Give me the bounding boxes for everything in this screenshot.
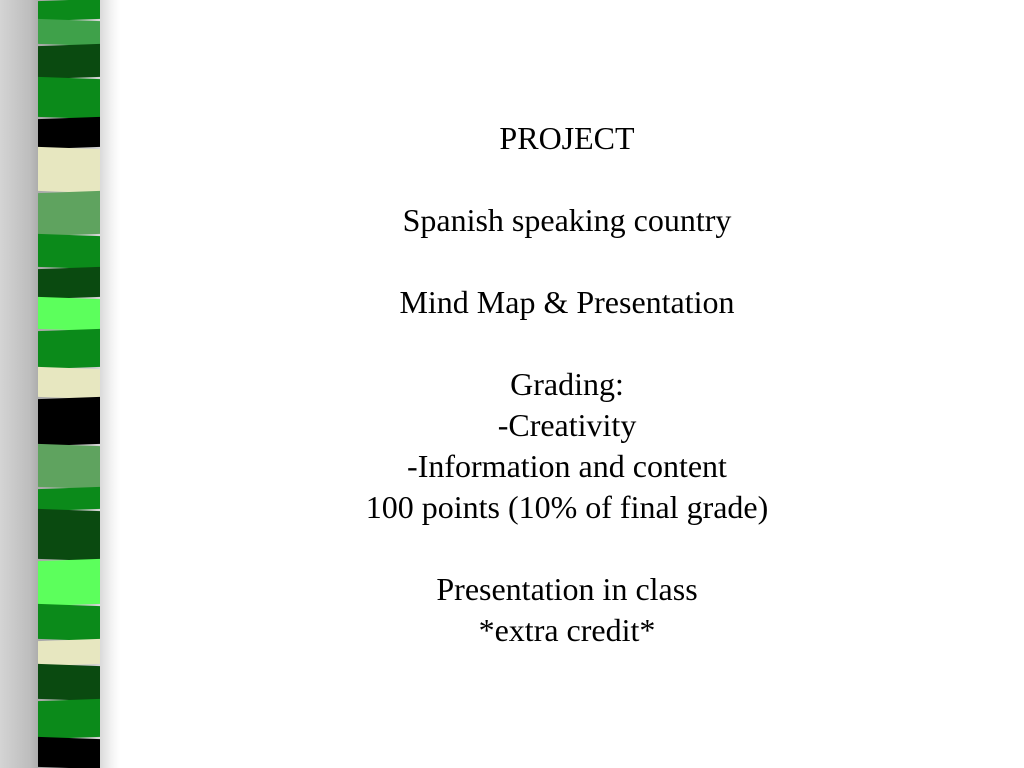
decorative-stripe [38, 329, 100, 369]
points-line: 100 points (10% of final grade) [365, 489, 769, 525]
grading-item: -Information and content [407, 448, 727, 484]
decorative-stripe [38, 297, 100, 331]
slide-content [300, 118, 834, 651]
decorative-stripe [38, 367, 100, 399]
decorative-stripe [38, 77, 100, 119]
decorative-stripe [38, 44, 100, 79]
decorative-stripe [38, 639, 100, 666]
decorative-stripe [38, 147, 100, 193]
spacer [300, 323, 834, 364]
decorative-stripe [38, 699, 100, 739]
extra-credit-note: *extra credit* [478, 612, 656, 648]
grading-heading: Grading: [510, 366, 624, 402]
project-format: Mind Map & Presentation [399, 284, 735, 320]
grading-item: -Creativity [497, 407, 637, 443]
decorative-stripe [38, 444, 100, 489]
decorative-stripe [38, 397, 100, 446]
project-topic: Spanish speaking country [402, 202, 732, 238]
decorative-stripe-column [38, 0, 100, 768]
decorative-stripe [38, 487, 100, 511]
spacer [300, 159, 834, 200]
decorative-stripe [38, 117, 100, 149]
presentation-note: Presentation in class [436, 571, 698, 607]
decorative-stripe [38, 191, 100, 236]
decorative-stripe [38, 664, 100, 701]
decorative-stripe [38, 267, 100, 299]
decorative-stripe [38, 509, 100, 561]
decorative-stripe [38, 19, 100, 46]
decorative-stripe [38, 737, 100, 768]
decorative-stripe [38, 604, 100, 641]
spacer [300, 241, 834, 282]
decorative-stripe [38, 0, 100, 21]
spacer [300, 528, 834, 569]
decorative-stripe [38, 234, 100, 269]
slide-title: PROJECT [499, 120, 635, 156]
decorative-stripe [38, 559, 100, 606]
